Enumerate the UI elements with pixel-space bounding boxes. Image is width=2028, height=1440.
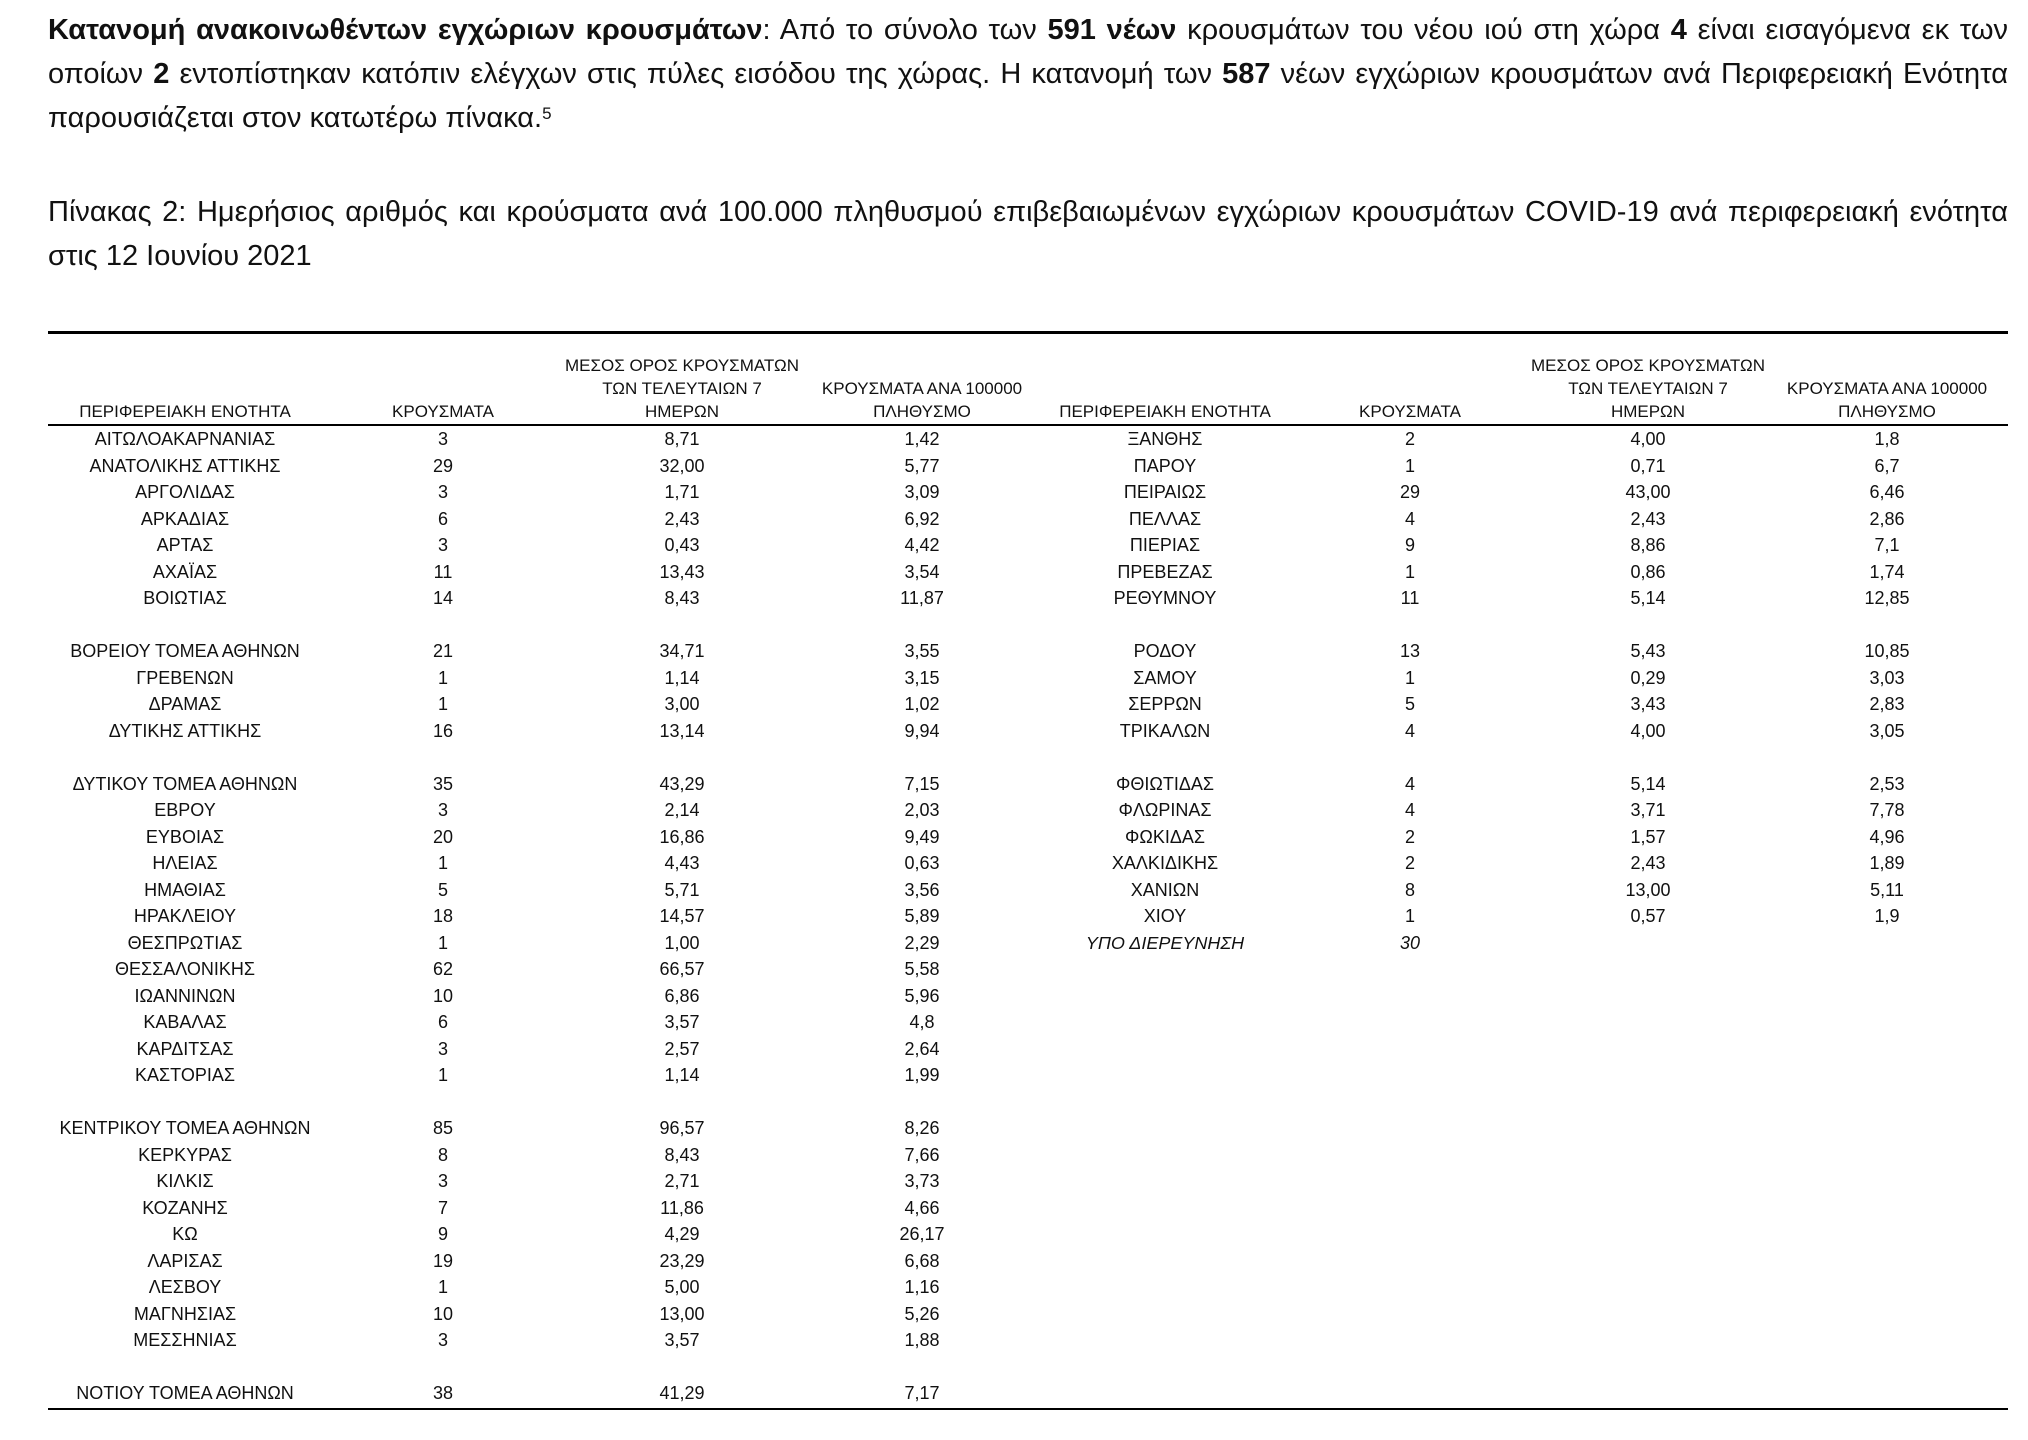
right-row-per-100k-value: 1,8 — [1874, 429, 1900, 449]
left-row-unit-name: ΕΥΒΟΙΑΣ — [145, 826, 225, 847]
left-row-unit-name: ΜΕΣΣΗΝΙΑΣ — [133, 1330, 237, 1350]
right-row-cases-value: 4 — [1404, 720, 1416, 741]
right-row-per-100k-value: 3,05 — [1869, 720, 1905, 741]
left-row-cases-value: 1 — [437, 1065, 449, 1085]
left-row-unit-name: ΒΟΡΕΙΟΥ ΤΟΜΕΑ ΑΘΗΝΩΝ — [70, 641, 300, 661]
right-row-cases-value: 2 — [1404, 853, 1416, 873]
left-row-per-100k-value: 2,64 — [904, 1038, 940, 1059]
left-row-cases-value: 6 — [437, 1012, 449, 1032]
intro-bold-border: 2 — [153, 58, 170, 90]
left-row-avg-7day-value: 8,43 — [664, 1144, 700, 1165]
intro-bold-domestic: 587 — [1222, 58, 1271, 90]
left-row-cases-value: 7 — [437, 1197, 449, 1218]
right-row-unit-name: ΦΩΚΙΔΑΣ — [1125, 826, 1205, 847]
header-avg-left-line3: ΗΜΕΡΩΝ — [644, 402, 720, 421]
left-row-avg-7day-value: 16,86 — [659, 826, 705, 847]
right-row-cases-value: 1 — [1404, 455, 1416, 476]
right-row-avg-7day-value: 2,43 — [1630, 508, 1666, 529]
left-row-cases-value: 10 — [432, 985, 454, 1006]
right-row-unit-name: ΧΑΝΙΩΝ — [1130, 879, 1200, 900]
header-avg-left-line1: ΜΕΣΟΣ ΟΡΟΣ ΚΡΟΥΣΜΑΤΩΝ — [565, 356, 799, 375]
intro-text-1: : Από το σύνολο των — [762, 14, 1048, 46]
right-row-cases-value: 1 — [1404, 667, 1416, 688]
left-row-unit-name: ΔΥΤΙΚΗΣ ΑΤΤΙΚΗΣ — [108, 720, 262, 741]
left-row-avg-7day-value: 3,00 — [664, 694, 700, 714]
left-row-cases-value: 3 — [437, 1171, 449, 1191]
left-row-cases-value: 11 — [433, 561, 453, 582]
right-row-cases-value: 4 — [1404, 508, 1416, 529]
header-per-right-line2: ΠΛΗΘΥΣΜΟ — [1838, 402, 1936, 421]
left-row-unit-name: ΒΟΙΩΤΙΑΣ — [143, 588, 227, 608]
right-row-per-100k-value: 1,9 — [1874, 906, 1900, 926]
right-row-per-100k-value: 5,11 — [1870, 879, 1904, 900]
left-row-cases-value: 10 — [432, 1303, 454, 1324]
left-row-avg-7day-value: 34,71 — [659, 641, 705, 661]
left-row-unit-name: ΜΑΓΝΗΣΙΑΣ — [133, 1303, 237, 1324]
right-row-per-100k-value: 1,74 — [1869, 561, 1905, 582]
right-row-per-100k-value: 7,78 — [1869, 800, 1905, 820]
right-row-cases-value: 29 — [1399, 482, 1421, 502]
left-row-cases-value: 1 — [437, 932, 449, 953]
left-row-unit-name: ΚΕΡΚΥΡΑΣ — [138, 1144, 232, 1165]
right-row-unit-name: ΤΡΙΚΑΛΩΝ — [1119, 720, 1211, 741]
intro-bold-new-cases: 591 νέων — [1047, 14, 1177, 46]
left-row-avg-7day-value: 14,57 — [659, 906, 705, 926]
left-row-cases-value: 38 — [432, 1383, 454, 1403]
left-row-per-100k-value: 4,8 — [909, 1012, 935, 1032]
left-row-unit-name: ΚΑΣΤΟΡΙΑΣ — [135, 1065, 235, 1085]
left-row-cases-value: 6 — [437, 508, 449, 529]
right-row-cases-value: 30 — [1399, 932, 1421, 953]
right-row-avg-7day-value: 13,00 — [1625, 879, 1671, 900]
left-row-per-100k-value: 4,42 — [904, 535, 940, 555]
left-row-cases-value: 3 — [437, 1038, 449, 1059]
intro-paragraph — [48, 8, 2008, 140]
right-row-avg-7day-value: 0,86 — [1630, 561, 1666, 582]
header-avg-right-line2: ΤΩΝ ΤΕΛΕΥΤΑΙΩΝ 7 — [1568, 379, 1728, 398]
left-row-per-100k-value: 11,87 — [900, 588, 944, 608]
header-cases-right: ΚΡΟΥΣΜΑΤΑ — [1359, 402, 1461, 421]
left-row-cases-value: 19 — [432, 1250, 454, 1271]
left-row-avg-7day-value: 5,00 — [664, 1277, 700, 1297]
intro-text-4: εντοπίστηκαν κατόπιν ελέγχων στις πύλες εισόδου της χώρας. Η κατανομή των — [169, 58, 1223, 90]
header-avg-left-line2: ΤΩΝ ΤΕΛΕΥΤΑΙΩΝ 7 — [602, 379, 762, 398]
left-row-avg-7day-value: 43,29 — [659, 773, 705, 794]
left-row-avg-7day-value: 4,43 — [664, 853, 700, 873]
right-row-unit-name: ΦΘΙΩΤΙΔΑΣ — [1116, 773, 1214, 794]
left-row-per-100k-value: 3,54 — [904, 561, 940, 582]
left-row-cases-value: 3 — [437, 535, 449, 555]
left-row-cases-value: 3 — [437, 1330, 449, 1350]
left-row-avg-7day-value: 4,29 — [664, 1224, 700, 1244]
right-row-avg-7day-value: 0,29 — [1630, 667, 1666, 688]
left-row-cases-value: 1 — [437, 694, 449, 714]
left-row-per-100k-value: 9,94 — [904, 720, 940, 741]
left-row-avg-7day-value: 3,57 — [664, 1012, 700, 1032]
right-row-unit-name: ΠΕΛΛΑΣ — [1128, 508, 1202, 529]
left-row-per-100k-value: 2,29 — [904, 932, 940, 953]
left-row-per-100k-value: 1,42 — [904, 429, 940, 449]
left-row-avg-7day-value: 1,14 — [664, 667, 700, 688]
left-row-per-100k-value: 3,73 — [904, 1171, 940, 1191]
left-row-avg-7day-value: 6,86 — [664, 985, 700, 1006]
right-row-per-100k-value: 2,86 — [1869, 508, 1905, 529]
right-row-cases-value: 5 — [1404, 694, 1416, 714]
left-row-unit-name: ΕΒΡΟΥ — [154, 800, 216, 820]
right-row-unit-name: ΠΙΕΡΙΑΣ — [1129, 535, 1201, 555]
left-row-avg-7day-value: 23,29 — [659, 1250, 705, 1271]
intro-text-2: κρουσμάτων του νέου ιού στη χώρα — [1176, 14, 1671, 46]
right-row-unit-name: ΦΛΩΡΙΝΑΣ — [1118, 800, 1212, 820]
left-row-cases-value: 9 — [437, 1224, 449, 1244]
left-row-per-100k-value: 7,15 — [904, 773, 940, 794]
header-per-right-line1: ΚΡΟΥΣΜΑΤΑ ΑΝΑ 100000 — [1786, 379, 1988, 398]
right-row-per-100k-value: 3,03 — [1869, 667, 1905, 688]
left-row-per-100k-value: 3,09 — [904, 482, 940, 502]
right-row-per-100k-value: 2,83 — [1869, 694, 1905, 714]
left-row-unit-name: ΛΕΣΒΟΥ — [148, 1277, 222, 1297]
left-row-unit-name: ΔΥΤΙΚΟΥ ΤΟΜΕΑ ΑΘΗΝΩΝ — [72, 773, 298, 794]
header-per-left-line1: ΚΡΟΥΣΜΑΤΑ ΑΝΑ 100000 — [821, 379, 1023, 398]
left-row-per-100k-value: 6,68 — [904, 1250, 940, 1271]
left-row-cases-value: 3 — [437, 429, 449, 449]
right-row-cases-value: 9 — [1404, 535, 1416, 555]
left-row-unit-name: ΚΟΖΑΝΗΣ — [142, 1197, 228, 1218]
left-row-per-100k-value: 1,16 — [904, 1277, 940, 1297]
right-row-avg-7day-value: 3,71 — [1630, 800, 1666, 820]
right-row-avg-7day-value: 8,86 — [1630, 535, 1666, 555]
left-row-cases-value: 5 — [437, 879, 449, 900]
left-row-cases-value: 35 — [432, 773, 454, 794]
left-row-avg-7day-value: 96,57 — [659, 1118, 705, 1138]
right-row-unit-name: ΥΠΟ ΔΙΕΡΕΥΝΗΣΗ — [1085, 932, 1245, 953]
right-row-cases-value: 8 — [1404, 879, 1416, 900]
right-row-unit-name: ΡΕΘΥΜΝΟΥ — [1113, 588, 1217, 608]
left-row-unit-name: ΑΙΤΩΛΟΑΚΑΡΝΑΝΙΑΣ — [94, 429, 276, 449]
left-row-per-100k-value: 1,02 — [904, 694, 940, 714]
left-row-per-100k-value: 8,26 — [904, 1118, 940, 1138]
table-caption: Πίνακας 2: Ημερήσιος αριθμός και κρούσματα ανά 100.000 πληθυσμού επιβεβαιωμένων εγχώριων κρουσμάτων COVID-19 ανά περιφερειακή ενότητα στις 12 Ιουνίου 2021 — [48, 196, 2008, 272]
right-row-avg-7day-value: 4,00 — [1630, 720, 1666, 741]
left-row-avg-7day-value: 1,71 — [664, 482, 700, 502]
left-row-cases-value: 20 — [432, 826, 454, 847]
table-header-rule — [48, 424, 2008, 426]
left-row-avg-7day-value: 2,14 — [664, 800, 700, 820]
header-unit-left: ΠΕΡΙΦΕΡΕΙΑΚΗ ΕΝΟΤΗΤΑ — [79, 402, 291, 421]
left-row-per-100k-value: 1,88 — [904, 1330, 940, 1350]
left-row-avg-7day-value: 13,43 — [659, 561, 705, 582]
left-row-per-100k-value: 5,58 — [904, 959, 940, 979]
left-row-unit-name: ΚΙΛΚΙΣ — [156, 1171, 214, 1191]
left-row-unit-name: ΚΑΒΑΛΑΣ — [143, 1012, 227, 1032]
right-row-avg-7day-value: 43,00 — [1625, 482, 1671, 502]
left-row-per-100k-value: 4,66 — [904, 1197, 940, 1218]
left-row-avg-7day-value: 1,14 — [664, 1065, 700, 1085]
left-row-cases-value: 29 — [432, 455, 454, 476]
intro-text-5: νέων εγχώριων κρουσμάτων ανά Περιφερειακή Ενότητα παρουσιάζεται στον κατωτέρω πίνακα. — [48, 58, 2008, 134]
left-row-per-100k-value: 26,17 — [899, 1224, 945, 1244]
left-row-cases-value: 16 — [432, 720, 454, 741]
left-row-avg-7day-value: 1,00 — [664, 932, 700, 953]
left-row-per-100k-value: 5,77 — [904, 455, 940, 476]
left-row-cases-value: 1 — [437, 667, 449, 688]
left-row-unit-name: ΗΜΑΘΙΑΣ — [144, 879, 226, 900]
intro-text-3: είναι εισαγόμενα εκ των οποίων — [48, 14, 2008, 90]
left-row-per-100k-value: 5,89 — [904, 906, 940, 926]
header-unit-right: ΠΕΡΙΦΕΡΕΙΑΚΗ ΕΝΟΤΗΤΑ — [1059, 402, 1271, 421]
left-row-avg-7day-value: 32,00 — [659, 455, 705, 476]
right-row-avg-7day-value: 2,43 — [1630, 853, 1666, 873]
right-row-per-100k-value: 7,1 — [1874, 535, 1900, 555]
left-row-per-100k-value: 0,63 — [904, 853, 940, 873]
left-row-per-100k-value: 7,66 — [904, 1144, 940, 1165]
left-row-unit-name: ΗΡΑΚΛΕΙΟΥ — [133, 906, 237, 926]
left-row-per-100k-value: 3,56 — [904, 879, 940, 900]
left-row-avg-7day-value: 2,57 — [664, 1038, 700, 1059]
right-row-avg-7day-value: 5,43 — [1630, 641, 1666, 661]
left-row-avg-7day-value: 66,57 — [659, 959, 705, 979]
right-row-avg-7day-value: 0,57 — [1630, 906, 1666, 926]
left-row-unit-name: ΑΝΑΤΟΛΙΚΗΣ ΑΤΤΙΚΗΣ — [89, 455, 281, 476]
right-row-avg-7day-value: 0,71 — [1630, 455, 1666, 476]
left-row-unit-name: ΙΩΑΝΝΙΝΩΝ — [134, 985, 236, 1006]
left-row-avg-7day-value: 41,29 — [659, 1383, 705, 1403]
left-row-unit-name: ΚΩ — [172, 1224, 198, 1244]
left-row-cases-value: 21 — [432, 641, 454, 661]
left-row-unit-name: ΘΕΣΠΡΩΤΙΑΣ — [127, 932, 243, 953]
left-row-unit-name: ΑΡΤΑΣ — [156, 535, 214, 555]
left-row-cases-value: 62 — [432, 959, 454, 979]
left-row-unit-name: ΛΑΡΙΣΑΣ — [147, 1250, 223, 1271]
left-row-unit-name: ΓΡΕΒΕΝΩΝ — [136, 667, 234, 688]
right-row-unit-name: ΞΑΝΘΗΣ — [1127, 429, 1203, 449]
right-row-cases-value: 1 — [1404, 906, 1416, 926]
left-row-avg-7day-value: 5,71 — [664, 879, 700, 900]
right-row-avg-7day-value: 4,00 — [1630, 429, 1666, 449]
left-row-unit-name: ΑΡΓΟΛΙΔΑΣ — [135, 482, 235, 502]
right-row-unit-name: ΧΑΛΚΙΔΙΚΗΣ — [1111, 853, 1219, 873]
left-row-unit-name: ΚΕΝΤΡΙΚΟΥ ΤΟΜΕΑ ΑΘΗΝΩΝ — [59, 1118, 311, 1138]
left-row-cases-value: 85 — [432, 1118, 454, 1138]
left-row-cases-value: 18 — [432, 906, 454, 926]
left-row-per-100k-value: 2,03 — [904, 800, 940, 820]
right-row-unit-name: ΣΕΡΡΩΝ — [1128, 694, 1202, 714]
left-row-per-100k-value: 5,26 — [904, 1303, 940, 1324]
left-row-per-100k-value: 9,49 — [904, 826, 940, 847]
right-row-per-100k-value: 1,89 — [1869, 853, 1905, 873]
header-cases-left: ΚΡΟΥΣΜΑΤΑ — [392, 402, 494, 421]
left-row-unit-name: ΔΡΑΜΑΣ — [148, 694, 222, 714]
left-row-avg-7day-value: 8,71 — [664, 429, 700, 449]
left-row-cases-value: 8 — [437, 1144, 449, 1165]
left-row-avg-7day-value: 13,00 — [659, 1303, 705, 1324]
left-row-per-100k-value: 7,17 — [904, 1383, 940, 1403]
left-row-unit-name: ΚΑΡΔΙΤΣΑΣ — [136, 1038, 234, 1059]
right-row-unit-name: ΣΑΜΟΥ — [1133, 667, 1197, 688]
left-row-cases-value: 14 — [432, 588, 454, 608]
left-row-per-100k-value: 3,55 — [904, 641, 940, 661]
right-row-cases-value: 2 — [1404, 429, 1416, 449]
intro-label: Κατανομή ανακοινωθέντων εγχώριων κρουσμάτων — [48, 14, 763, 46]
footnote-ref[interactable]: 5 — [542, 104, 552, 123]
right-row-cases-value: 4 — [1404, 800, 1416, 820]
left-row-avg-7day-value: 0,43 — [664, 535, 700, 555]
left-row-cases-value: 3 — [437, 482, 449, 502]
left-row-avg-7day-value: 11,86 — [660, 1197, 704, 1218]
left-row-unit-name: ΑΧΑΪΑΣ — [152, 561, 218, 582]
left-row-unit-name: ΑΡΚΑΔΙΑΣ — [140, 508, 230, 529]
left-row-unit-name: ΘΕΣΣΑΛΟΝΙΚΗΣ — [114, 959, 256, 979]
right-row-per-100k-value: 4,96 — [1869, 826, 1905, 847]
left-row-avg-7day-value: 2,43 — [664, 508, 700, 529]
left-row-avg-7day-value: 3,57 — [664, 1330, 700, 1350]
right-row-unit-name: ΡΟΔΟΥ — [1133, 641, 1197, 661]
right-row-per-100k-value: 10,85 — [1864, 641, 1910, 661]
table-bottom-rule — [48, 1408, 2008, 1410]
right-row-per-100k-value: 2,53 — [1869, 773, 1905, 794]
right-row-cases-value: 2 — [1404, 826, 1416, 847]
right-row-per-100k-value: 6,7 — [1874, 455, 1900, 476]
left-row-unit-name: ΝΟΤΙΟΥ ΤΟΜΕΑ ΑΘΗΝΩΝ — [76, 1383, 294, 1403]
left-row-per-100k-value: 1,99 — [904, 1065, 940, 1085]
left-row-avg-7day-value: 2,71 — [664, 1171, 700, 1191]
right-row-unit-name: ΠΡΕΒΕΖΑΣ — [1117, 561, 1213, 582]
right-row-avg-7day-value: 3,43 — [1630, 694, 1666, 714]
right-row-per-100k-value: 6,46 — [1869, 482, 1905, 502]
header-avg-right-line1: ΜΕΣΟΣ ΟΡΟΣ ΚΡΟΥΣΜΑΤΩΝ — [1531, 356, 1765, 375]
right-row-cases-value: 4 — [1404, 773, 1416, 794]
right-row-avg-7day-value: 5,14 — [1630, 773, 1666, 794]
right-row-unit-name: ΧΙΟΥ — [1143, 906, 1187, 926]
right-row-avg-7day-value: 5,14 — [1630, 588, 1666, 608]
right-row-unit-name: ΠΕΙΡΑΙΩΣ — [1123, 482, 1207, 502]
table-top-rule — [48, 331, 2008, 334]
intro-bold-imported: 4 — [1670, 14, 1687, 46]
right-row-unit-name: ΠΑΡΟΥ — [1133, 455, 1197, 476]
left-row-cases-value: 1 — [437, 853, 449, 873]
header-avg-right-line3: ΗΜΕΡΩΝ — [1610, 402, 1686, 421]
right-row-cases-value: 13 — [1399, 641, 1421, 661]
left-row-avg-7day-value: 13,14 — [659, 720, 705, 741]
left-row-per-100k-value: 5,96 — [904, 985, 940, 1006]
right-row-avg-7day-value: 1,57 — [1630, 826, 1666, 847]
header-per-left-line2: ΠΛΗΘΥΣΜΟ — [873, 402, 971, 421]
left-row-per-100k-value: 6,92 — [904, 508, 940, 529]
left-row-cases-value: 1 — [437, 1277, 449, 1297]
left-row-avg-7day-value: 8,43 — [664, 588, 700, 608]
left-row-per-100k-value: 3,15 — [904, 667, 940, 688]
left-row-cases-value: 3 — [437, 800, 449, 820]
right-row-cases-value: 1 — [1404, 561, 1416, 582]
left-row-unit-name: ΗΛΕΙΑΣ — [152, 853, 218, 873]
right-row-cases-value: 11 — [1400, 588, 1420, 608]
right-row-per-100k-value: 12,85 — [1864, 588, 1910, 608]
